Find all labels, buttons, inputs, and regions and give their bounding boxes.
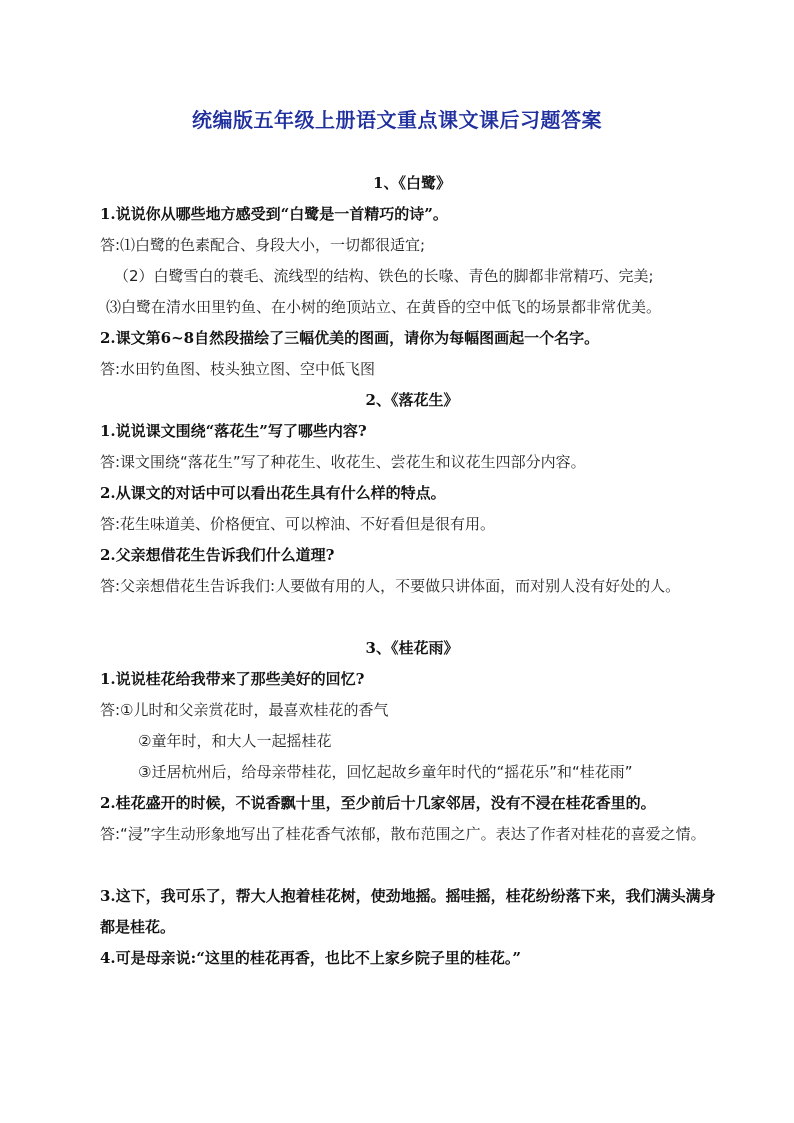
question-text: 1.说说课文围绕“落花生”写了哪些内容? — [100, 422, 367, 440]
answer-text: ⑶白鹭在清水田里钓鱼、在小树的绝顶站立、在黄昏的空中低飞的场景都非常优美。 — [106, 298, 662, 316]
question-text: 2.从课文的对话中可以看出花生具有什么样的特点。 — [100, 484, 446, 502]
section-heading: 1、《白鹭》 — [373, 174, 451, 192]
answer-text: 答:①儿时和父亲赏花时，最喜欢桂花的香气 — [100, 701, 389, 719]
question-text: 4.可是母亲说:“这里的桂花再香，也比不上家乡院子里的桂花。” — [100, 949, 521, 967]
question-text: 1.说说你从哪些地方感受到“白鹭是一首精巧的诗”。 — [100, 205, 448, 223]
answer-text: 答:水田钓鱼图、枝头独立图、空中低飞图 — [100, 360, 376, 378]
answer-text: 答:⑴白鹭的色素配合、身段大小，一切都很适宜; — [100, 236, 426, 254]
answer-text: 答:课文围绕“落花生”写了种花生、收花生、尝花生和议花生四部分内容。 — [100, 453, 586, 471]
answer-text: ②童年时，和大人一起摇桂花 — [138, 732, 332, 750]
question-text: 1.说说桂花给我带来了那些美好的回忆? — [100, 670, 365, 688]
answer-text: ③迁居杭州后，给母亲带桂花，回忆起故乡童年时代的“摇花乐”和“桂花雨” — [138, 763, 633, 781]
section-heading: 3、《桂花雨》 — [365, 639, 459, 657]
answer-text: 答:父亲想借花生告诉我们:人要做有用的人，不要做只讲体面，而对别人没有好处的人。 — [100, 577, 681, 595]
answer-text: （2）白鹭雪白的蓑毛、流线型的结构、铁色的长喙、青色的脚都非常精巧、完美; — [114, 267, 654, 285]
document-body — [100, 168, 724, 974]
answer-text: 答:花生味道美、价格便宜、可以榨油、不好看但是很有用。 — [100, 515, 496, 533]
question-text: 2.父亲想借花生告诉我们什么道理? — [100, 546, 335, 564]
section-heading: 2、《落花生》 — [365, 391, 459, 409]
question-text: 3.这下，我可乐了，帮大人抱着桂花树，使劲地摇。摇哇摇，桂花纷纷落下来，我们满头满身都是桂花。 — [100, 887, 716, 936]
section-guihuayu — [100, 633, 724, 974]
document-title: 统编版五年级上册语文重点课文课后习题答案 — [192, 108, 602, 132]
answer-text: 答:“浸”字生动形象地写出了桂花香气浓郁，散布范围之广。表达了作者对桂花的喜爱之情。 — [100, 825, 706, 843]
question-text: 2.桂花盛开的时候，不说香飘十里，至少前后十几家邻居，没有不浸在桂花香里的。 — [100, 794, 656, 812]
section-luohuasheng — [100, 385, 724, 633]
section-bailu — [100, 168, 724, 385]
question-text: 2.课文第6~8自然段描绘了三幅优美的图画，请你为每幅图画起一个名字。 — [100, 329, 600, 347]
